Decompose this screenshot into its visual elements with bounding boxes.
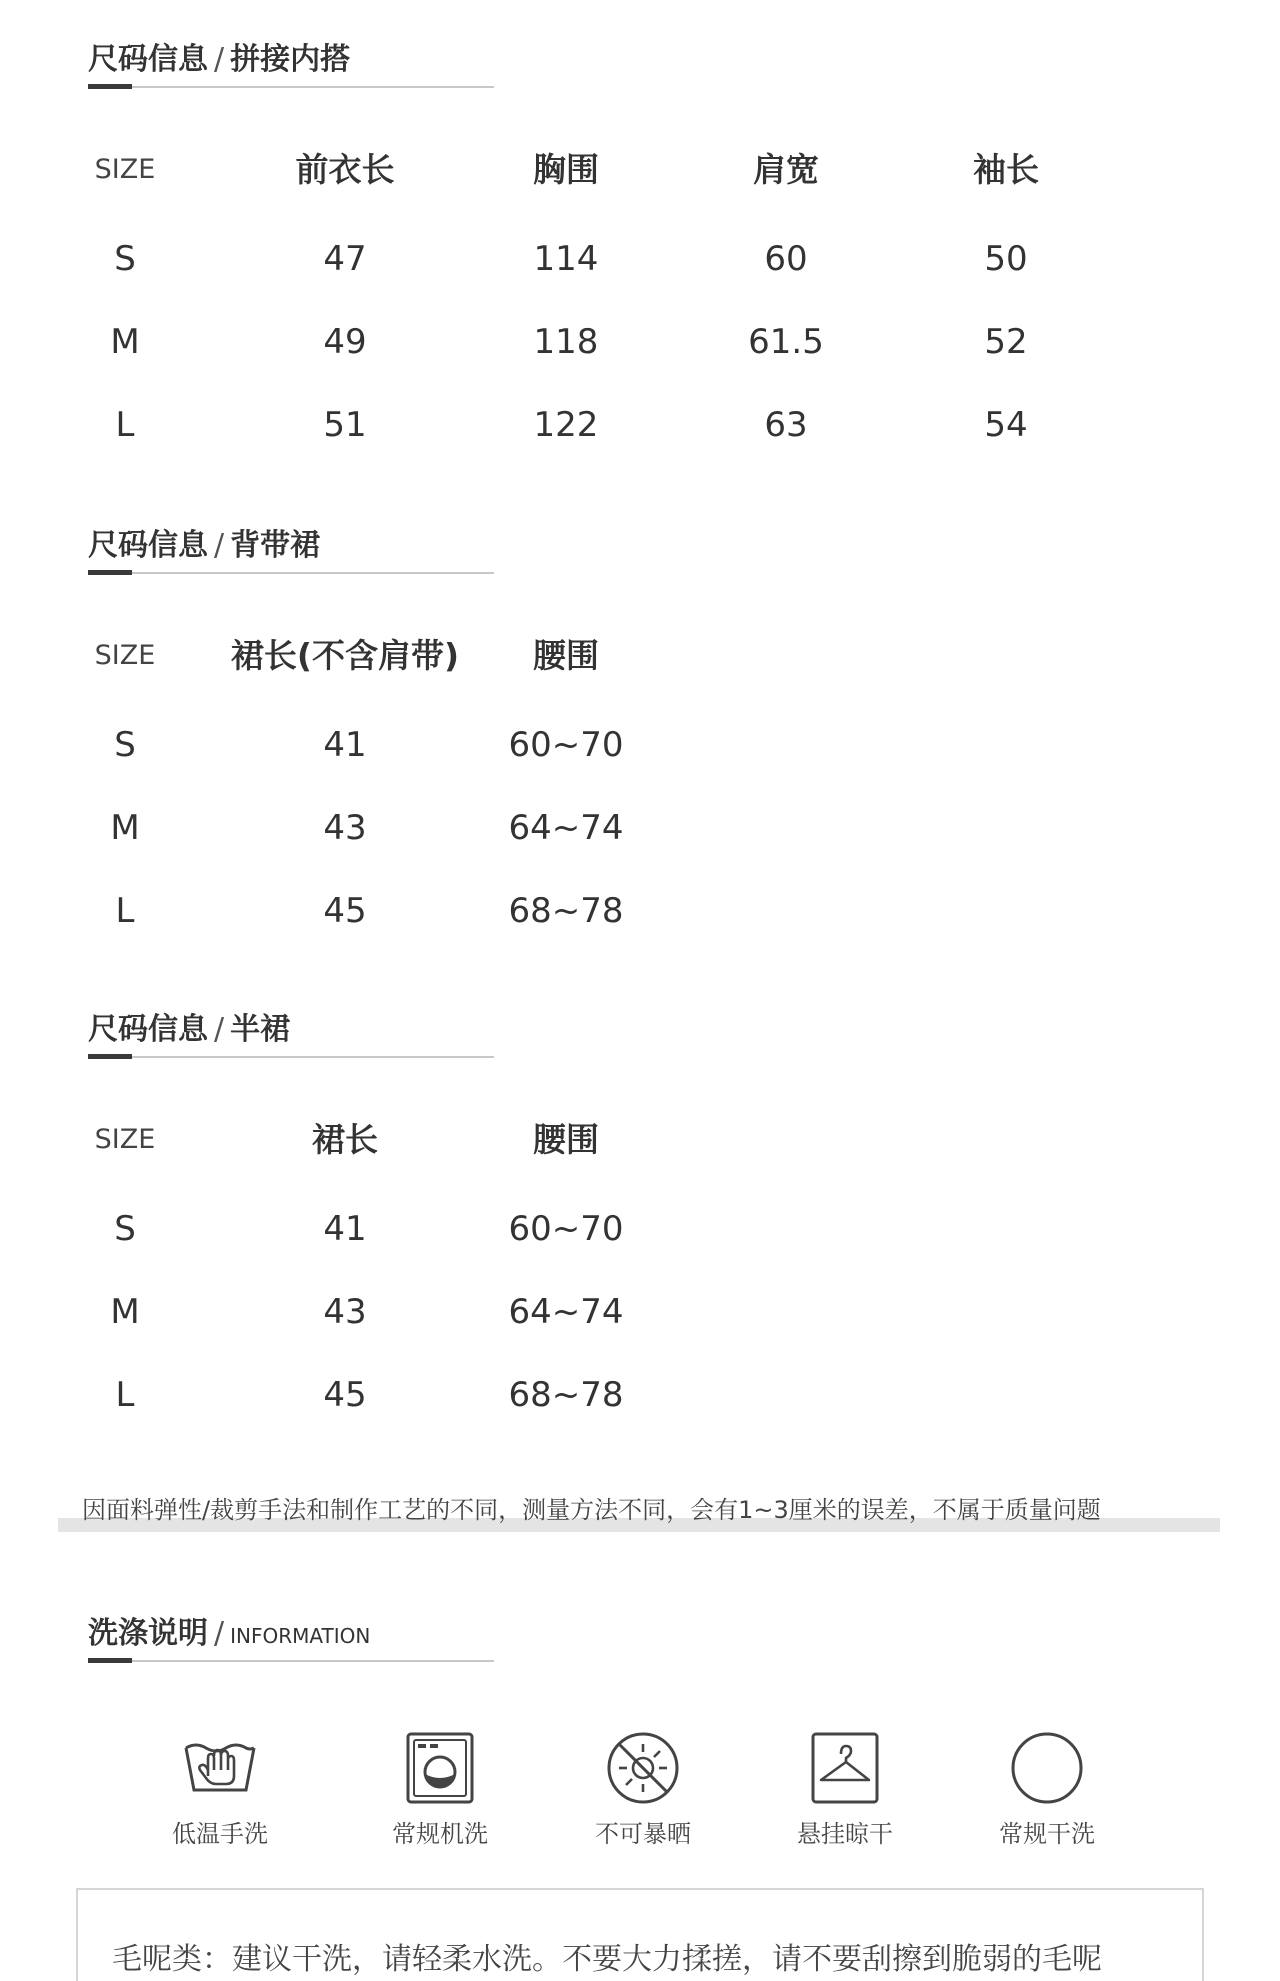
value-cell: 61.5 (748, 322, 824, 362)
value-cell: 45 (323, 1375, 367, 1415)
value-cell: 68~78 (508, 891, 624, 931)
section-divider (88, 1660, 494, 1662)
no-sun-dry-icon (605, 1730, 681, 1806)
care-label: 常规干洗 (999, 1820, 1095, 1848)
value-cell: 41 (323, 1209, 367, 1249)
care-item-dry-clean (977, 1730, 1117, 1850)
size-cell: L (115, 1375, 135, 1415)
section-header-care (88, 1612, 494, 1662)
hand-wash-icon (182, 1730, 258, 1806)
section-subtitle: 背带裙 (230, 528, 321, 563)
value-cell: 60~70 (508, 1209, 624, 1249)
table-header-row (0, 1115, 1280, 1165)
header-front-length: 前衣长 (295, 150, 395, 189)
size-cell: L (115, 405, 135, 445)
machine-wash-icon (402, 1730, 478, 1806)
table-row (0, 234, 1280, 284)
table-row (0, 886, 1280, 936)
section-subtitle: 半裙 (230, 1012, 291, 1047)
care-label: 低温手洗 (172, 1820, 268, 1848)
value-cell: 45 (323, 891, 367, 931)
value-cell: 47 (323, 239, 367, 279)
size-cell: M (110, 322, 140, 362)
table-row (0, 720, 1280, 770)
value-cell: 51 (323, 405, 367, 445)
section-title: 洗涤说明 / INFORMATION (88, 1616, 371, 1651)
value-cell: 60 (764, 239, 808, 279)
value-cell: 63 (764, 405, 808, 445)
section-title: 尺码信息 / 背带裙 (88, 528, 321, 563)
section-title: 尺码信息 / 拼接内搭 (88, 42, 351, 77)
value-cell: 114 (533, 239, 599, 279)
measurement-note-band (58, 1482, 1220, 1532)
value-cell: 49 (323, 322, 367, 362)
value-cell: 64~74 (508, 1292, 624, 1332)
care-item-hang-dry (775, 1730, 915, 1850)
hang-dry-icon (807, 1730, 883, 1806)
section-title: 尺码信息 / 半裙 (88, 1012, 291, 1047)
table-row (0, 803, 1280, 853)
value-cell: 41 (323, 725, 367, 765)
section-subtitle: 拼接内搭 (230, 42, 351, 77)
header-skirt-length: 裙长 (312, 1120, 378, 1159)
section-accent-mark (88, 1658, 132, 1663)
value-cell: 122 (533, 405, 599, 445)
dry-clean-icon (1009, 1730, 1085, 1806)
size-cell: L (115, 891, 135, 931)
header-waist: 腰围 (533, 1120, 599, 1159)
care-item-no-sun-dry (573, 1730, 713, 1850)
care-label: 常规机洗 (392, 1820, 488, 1848)
size-cell: M (110, 808, 140, 848)
care-label: 悬挂晾干 (797, 1820, 893, 1848)
value-cell: 54 (984, 405, 1028, 445)
table-row (0, 400, 1280, 450)
header-shoulder: 肩宽 (753, 150, 819, 189)
header-dress-length: 裙长(不含肩带) (230, 636, 460, 675)
table-header-row (0, 145, 1280, 195)
fabric-care-box (76, 1888, 1204, 1981)
value-cell: 60~70 (508, 725, 624, 765)
header-chest: 胸围 (533, 150, 599, 189)
value-cell: 52 (984, 322, 1028, 362)
header-sleeve: 袖长 (973, 150, 1039, 189)
care-item-hand-wash (150, 1730, 290, 1850)
value-cell: 43 (323, 1292, 367, 1332)
header-size: SIZE (94, 154, 156, 185)
section-header-overall-dress (88, 524, 494, 574)
value-cell: 68~78 (508, 1375, 624, 1415)
header-size: SIZE (94, 640, 156, 671)
section-accent-mark (88, 84, 132, 89)
section-header-layer-top (88, 38, 494, 88)
value-cell: 43 (323, 808, 367, 848)
header-size: SIZE (94, 1124, 156, 1155)
fabric-care-note: 毛呢类：建议干洗，请轻柔水洗。不要大力揉搓，请不要刮擦到脆弱的毛呢 (112, 1942, 1102, 1977)
section-accent-mark (88, 570, 132, 575)
value-cell: 118 (533, 322, 599, 362)
section-divider (88, 1056, 494, 1058)
care-item-machine-wash (370, 1730, 510, 1850)
header-waist: 腰围 (533, 636, 599, 675)
size-cell: S (114, 1209, 136, 1249)
value-cell: 64~74 (508, 808, 624, 848)
size-cell: S (114, 239, 136, 279)
table-row (0, 317, 1280, 367)
section-divider (88, 86, 494, 88)
size-cell: M (110, 1292, 140, 1332)
table-row (0, 1370, 1280, 1420)
section-divider (88, 572, 494, 574)
measurement-note: 因面料弹性/裁剪手法和制作工艺的不同，测量方法不同，会有1~3厘米的误差，不属于质量问题 (82, 1496, 1101, 1524)
section-subtitle: INFORMATION (230, 1624, 371, 1648)
size-cell: S (114, 725, 136, 765)
table-header-row (0, 631, 1280, 681)
section-header-skirt (88, 1008, 494, 1058)
value-cell: 50 (984, 239, 1028, 279)
care-label: 不可暴晒 (595, 1820, 691, 1848)
section-accent-mark (88, 1054, 132, 1059)
table-row (0, 1287, 1280, 1337)
table-row (0, 1204, 1280, 1254)
